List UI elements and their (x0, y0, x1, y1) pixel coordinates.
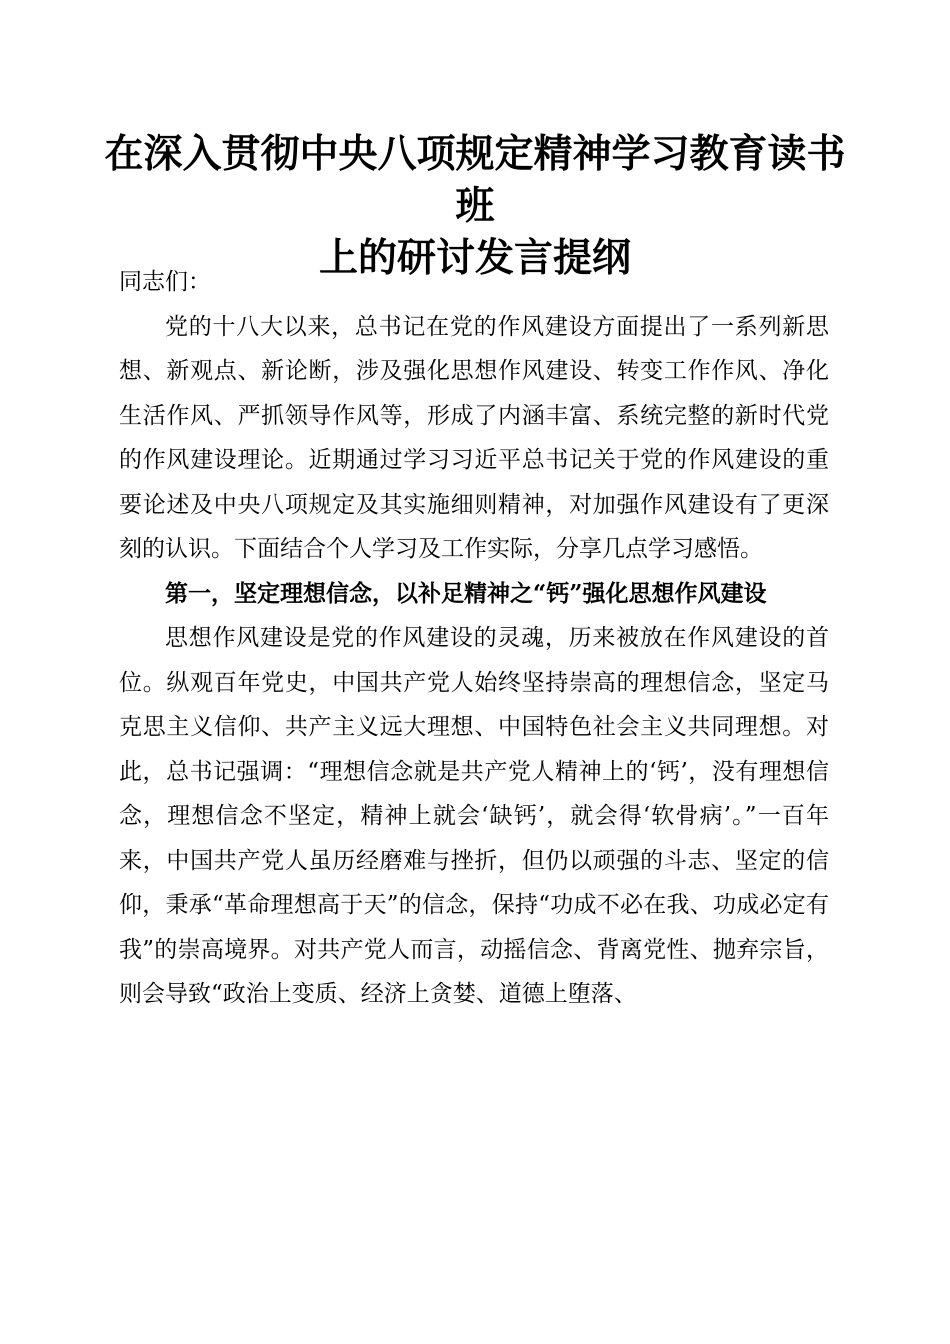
title-line-1: 在深入贯彻中央八项规定精神学习教育读书班 (104, 131, 846, 229)
intro-paragraph: 党的十八大以来，总书记在党的作风建设方面提出了一系列新思想、新观点、新论断，涉及强化思想作风建设、转变工作作风、净化生活作风、严抓领导作风等，形成了内涵丰富、系统完整的新时代党的作风建设理论。近期通过学习习近平总书记关于党的作风建设的重要论述及中央八项规定及其实施细则精神，对加强作风建设有了更深刻的认识。下面结合个人学习及工作实际，分享几点学习感悟。 (119, 313, 829, 562)
document-body (119, 260, 829, 1017)
section-paragraph-1: 思想作风建设是党的作风建设的灵魂，历来被放在作风建设的首位。纵观百年党史，中国共产党人始终坚持崇高的理想信念，坚定马克思主义信仰、共产主义远大理想、中国特色社会主义共同理想。对此，总书记强调：“理想信念就是共产党人精神上的‘钙’，没有理想信念，理想信念不坚定，精神上就会‘缺钙’，就会得‘软骨病’。”一百年来，中国共产党人虽历经磨难与挫折，但仍以顽强的斗志、坚定的信仰，秉承“革命理想高于天”的信念，保持“功成不必在我、功成必定有我”的崇高境界。对共产党人而言，动摇信念、背离党性、抛弃宗旨，则会导致“政治上变质、经济上贪婪、道德上堕落、 (119, 625, 829, 1007)
title-line-2: 上的研讨发言提纲 (318, 235, 631, 281)
salutation: 同志们： (119, 269, 211, 295)
section-heading-1: 第一，坚定理想信念，以补足精神之“钙”强化思想作风建设 (165, 579, 767, 607)
